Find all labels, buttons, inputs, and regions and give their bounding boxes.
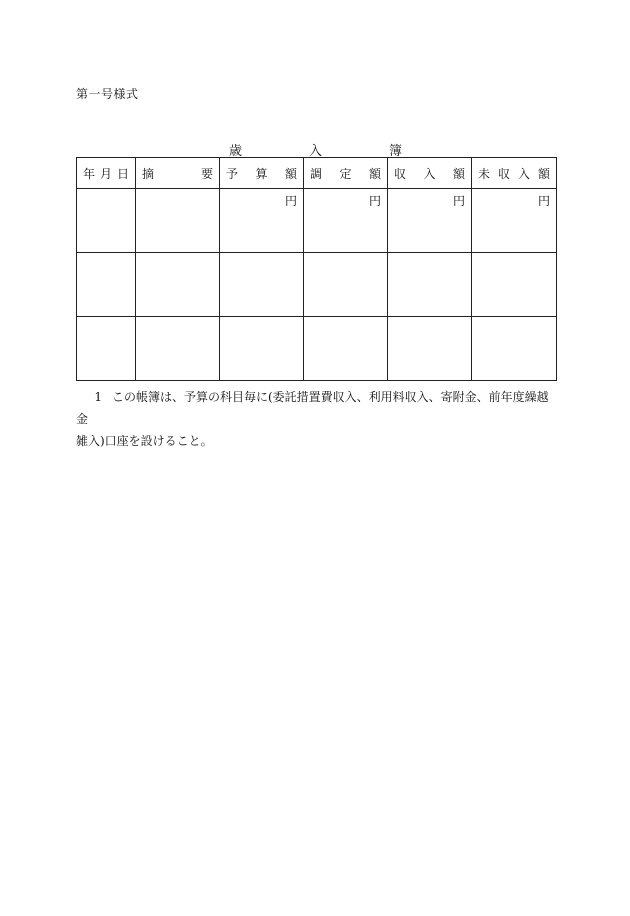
ledger-title (76, 140, 556, 159)
table-row (77, 189, 557, 253)
cell-assessed (304, 253, 388, 317)
cell-summary (136, 317, 220, 381)
table-row (77, 317, 557, 381)
cell-assessed (304, 317, 388, 381)
cell-budget (220, 253, 304, 317)
cell-date (77, 189, 136, 253)
cell-date (77, 253, 136, 317)
footnote (76, 386, 558, 452)
cell-received (388, 253, 472, 317)
revenue-ledger-table (76, 157, 557, 381)
cell-received (388, 189, 472, 253)
title-char: 入 (309, 144, 323, 159)
cell-summary (136, 189, 220, 253)
header-date: 年 月 日 (77, 158, 136, 189)
unit-yen: 円 (284, 194, 297, 208)
header-received: 収 入 額 (388, 158, 472, 189)
header-unreceived: 未 収 入 額 (472, 158, 557, 189)
table-row (77, 253, 557, 317)
form-label: 第一号様式 (76, 87, 139, 101)
header-row (77, 158, 557, 189)
cell-unreceived (472, 189, 557, 253)
unit-yen: 円 (368, 194, 381, 208)
title-char: 歳 (229, 144, 243, 159)
unit-yen: 円 (452, 194, 465, 208)
cell-received (388, 317, 472, 381)
cell-date (77, 317, 136, 381)
footnote-line-1: この帳簿は、予算の科目毎に(委託措置費収入、利用料収入、寄附金、前年度繰越金 (76, 390, 549, 426)
cell-unreceived (472, 253, 557, 317)
unit-yen: 円 (537, 194, 550, 208)
cell-summary (136, 253, 220, 317)
header-budget: 予 算 額 (220, 158, 304, 189)
title-char: 簿 (389, 144, 403, 159)
cell-assessed (304, 189, 388, 253)
cell-unreceived (472, 317, 557, 381)
cell-budget (220, 317, 304, 381)
cell-budget (220, 189, 304, 253)
header-assessed: 調 定 額 (304, 158, 388, 189)
footnote-number: 1 (94, 390, 102, 404)
footnote-line-2: 雑入)口座を設けること。 (76, 434, 213, 448)
header-summary: 摘 要 (136, 158, 220, 189)
